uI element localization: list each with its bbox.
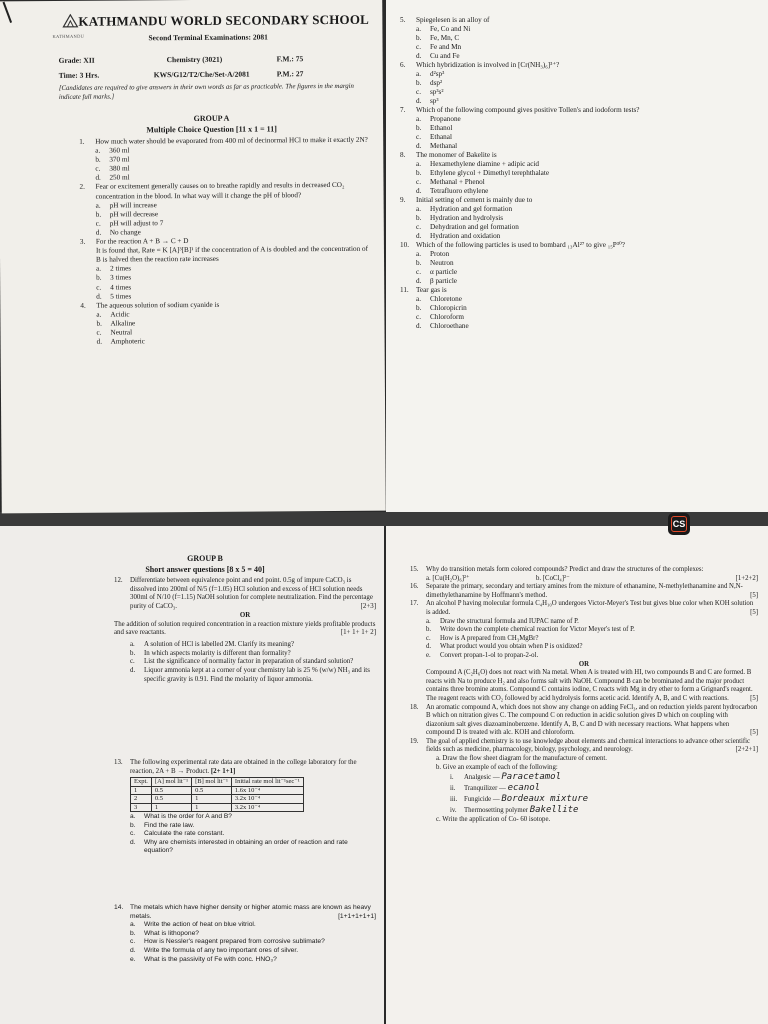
table-row: 1 0.5 0.5 1.6x 10⁻⁴	[131, 786, 304, 795]
logo-text: KATHMANDU	[52, 33, 85, 39]
exam-page-3	[0, 526, 384, 1024]
question-3: 3. For the reaction A + B → C + D It is found that, Rate = K [A]³[B]¹ if the concentration of A is doubled and the concentration of B is halved then the reaction rate increases a. 2 times b. 3 times c. 4 times d. 5 times	[79, 237, 369, 301]
table-row: 3 1 1 3.2x 10⁻⁴	[131, 803, 304, 812]
question-4: 4. The aqueous solution of sodium cyanide is a. Acidic b. Alkaline c. Neutral d. Amphoteric	[80, 300, 220, 346]
group-a-title: GROUP A	[193, 113, 230, 123]
question-16: 16. Separate the primary, secondary and tertiary amines from the mixture of ethanamine, N-methylethanamine and N,N-dimethylethanamine by Hoffmann's method. [5]	[410, 583, 758, 599]
handwritten-answer: Bakellite	[529, 805, 579, 816]
school-logo-icon	[62, 14, 78, 28]
question-13: 13. The following experimental rate data are obtained in the college laboratory for the reaction, 2A + B → Product. [2+ 1+1] Expt. [A] mol lit⁻¹ [B] mol lit⁻¹ Initial rate mol lit⁻¹sec⁻¹ 1 0.5 0.5 1.6x 10⁻⁴ 2 0.5 1 3.2x 10⁻⁴ 3 1 1 3.2x 10⁻⁴ a. What is the order for A and B? b. Find the rate law. c. Calculate the rate constant. d. Why are chemists interested in obtaining an order of reaction and rate equation?	[114, 759, 357, 855]
question-7: 7. Which of the following compound gives positive Tollen's and iodoform tests? a. Propanone b. Ethanol c. Ethanal d. Methanal	[400, 106, 640, 150]
handwritten-answer: ecanol	[507, 783, 541, 794]
school-name: KATHMANDU WORLD SECONDARY SCHOOL	[78, 11, 370, 29]
handwritten-answer: Paracetamol	[501, 772, 561, 783]
question-1: 1. How much water should be evaporated from 400 ml of decinormal HCl to make it exactly 2N? a. 360 ml b. 370 ml c. 380 ml d. 250 ml	[79, 135, 368, 183]
pen-mark	[3, 2, 13, 23]
question-9: 9. Initial setting of cement is mainly due to a. Hydration and gel formation b. Hydration and hydrolysis c. Dehydration and gel formation d. Hydration and oxidation	[400, 196, 533, 240]
table-row: 2 0.5 1 3.2x 10⁻⁴	[131, 795, 304, 804]
full-marks: F.M.: 75	[276, 54, 304, 64]
question-6: 6. Which hybridization is involved in [Cr(NH₃)₆]³⁺? a. d²sp³ b. dsp² c. sp³s² d. sp³	[400, 61, 560, 105]
exam-title: Second Terminal Examinations: 2081	[148, 32, 268, 43]
question-2: 2. Fear or excitement generally causes on to breathe rapidly and results in decreased CO₂ concentration in the blood. In what way will it change the pH of blood? a. pH will increase b. pH will decrease c. pH will adjust to 7 d. No change	[79, 181, 345, 237]
group-b-subtitle: Short answer questions [8 x 5 = 40]	[145, 565, 265, 574]
group-b-questions	[410, 566, 758, 825]
question-19: 19. The goal of applied chemistry is to use knowledge about elements and chemical interactions to advance other scientific fields such as medicine, pharmacology, biology, psychology, and neurology. [2+2+1] a. Draw the flow sheet diagram for the manufacture of cement. b. Give an example of each of the following: i. Analgesic — Paracetamol ii. Tranquilizer — ecanol iii. Fungicide — Bordeaux mixture iv. Thermosetting polymer Bakellite c. Write the application of Co- 60 isotope.	[410, 737, 758, 824]
subject: Chemistry (3021)	[166, 54, 223, 65]
question-12: 12. Differentiate between equivalence point and end point. 0.5g of impure CaCO₃ is dissolved into 200ml of N/5 (f=1.05) HCl solution and excess of HCl solution needs 300ml of N/10 (f=1.15) NaOH solution for complete neutralization. Find the percentage purity of CaCO₃. [2+3] OR The addition of solution required concentration in a reaction mixture yields profitable products and save reactants. [1+ 1+ 1+ 2] a. A solution of HCl is labelled 2M. Clarify its meaning? b. In which aspects molarity is different than formality? c. List the significance of normality factor in preparation of standard solution? d. Liquor ammonia kept at a corner of your chemistry lab is 25 % (w/w) NH₃ and its specific gravity is 0.91. Find the molarity of liquor ammonia.	[114, 577, 376, 683]
question-list	[400, 16, 752, 331]
question-11: 11. Tear gas is a. Chloretone b. Chloropicrin c. Chloroform d. Chloroethane	[400, 286, 469, 330]
camscanner-badge-icon: CS	[668, 513, 690, 535]
question-17: 17. An alcohol P having molecular formula C₄H₁₀O undergoes Victor-Meyer's Test but gives blue color when KOH solution is added. [5] a. Draw the structural formula and IUPAC name of P. b. Write down the complete chemical reaction for Victor Meyer's test of P. c. How is A prepared from CH₃MgBr? d. What product would you obtain when P is oxidized? e. Convert propan-1-ol to propan-2-ol. OR Compound A (C₂H₆O) does not react with Na metal. When A is treated with HI, two compounds B and C are formed. B reacts with Na to produce H₂ and also forms salt with NaOH. Compound B can be brominated and the major product contains three bromine atoms. Compound C contains iodine, C reacts with Mg in dry ether to form a Grignard's reagent. The reagent reacts with CO₂ followed by acid hydrolysis forms acetic acid. Identify A, B, and C with reactions. [5]	[410, 600, 758, 702]
group-a-subtitle: Multiple Choice Question [11 x 1 = 11]	[146, 124, 277, 135]
page-gap	[0, 512, 768, 526]
question-15: 15. Why do transition metals form colored compounds? Predict and draw the structures of the complexes: a. [Cu(H₂O)₆]²⁺ b. [CoCl₄]²⁻ [1+2+2]	[410, 566, 758, 582]
question-8: 8. The monomer of Bakelite is a. Hexamethylene diamine + adipic acid b. Ethylene glycol + Dimethyl terephthalate c. Methanal + Phenol d. Tetrafluoro ethylene	[400, 151, 550, 195]
grade: Grade: XII	[58, 55, 95, 65]
exam-page-4	[386, 526, 768, 1024]
group-b-title: GROUP B	[187, 554, 223, 563]
exam-page-1	[0, 0, 386, 513]
question-list	[79, 136, 372, 347]
question-14: 14. The metals which have higher density or higher atomic mass are known as heavy metals. [1+1+1+1+1] a. Write the action of heat on blue vitriol. b. What is lithopone? c. How is Nessler's reagent prepared from corrosive sublimate? d. Write the formula of any two important ores of silver. e. What is the passivity of Fe with conc. HNO₃?	[114, 904, 376, 963]
exam-page-2	[386, 0, 768, 512]
handwritten-answer: Bordeaux mixture	[501, 794, 589, 805]
question-10: 10. Which of the following particles is used to bombard ₁₃Al²⁷ to give ₁₅P³⁰? a. Proton b. Neutron c. α particle d. β particle	[400, 241, 625, 285]
time: Time: 3 Hrs.	[58, 70, 100, 80]
paper-code: KWS/G12/T2/Che/Set-A/2081	[153, 69, 250, 80]
rate-data-table: Expt. [A] mol lit⁻¹ [B] mol lit⁻¹ Initial rate mol lit⁻¹sec⁻¹ 1 0.5 0.5 1.6x 10⁻⁴ 2 0.5 1 3.2x 10⁻⁴ 3 1 1 3.2x 10⁻⁴	[130, 777, 304, 812]
pass-marks: P.M.: 27	[276, 69, 304, 79]
instructions: [Candidates are required to give answers in their own words as far as practicable. The figures in the margin indicate full marks.]	[58, 82, 354, 101]
question-18: 18. An aromatic compound A, which does not show any change on adding FeCl₃, and on reduction yields parent hydrocarbon B which on nitration gives C. The compound C on reduction in acidic solution gives D which on coupling with diazonium salt gives diazoaminobenzene. Identify A, B, C and D with necessary reactions. What happens when compound D is treated with alc. KOH and chloroform. [5]	[410, 703, 758, 737]
question-5: 5. Spiegelesen is an alloy of a. Fe, Co and Ni b. Fe, Mn, C c. Fe and Mn d. Cu and Fe	[400, 16, 490, 60]
